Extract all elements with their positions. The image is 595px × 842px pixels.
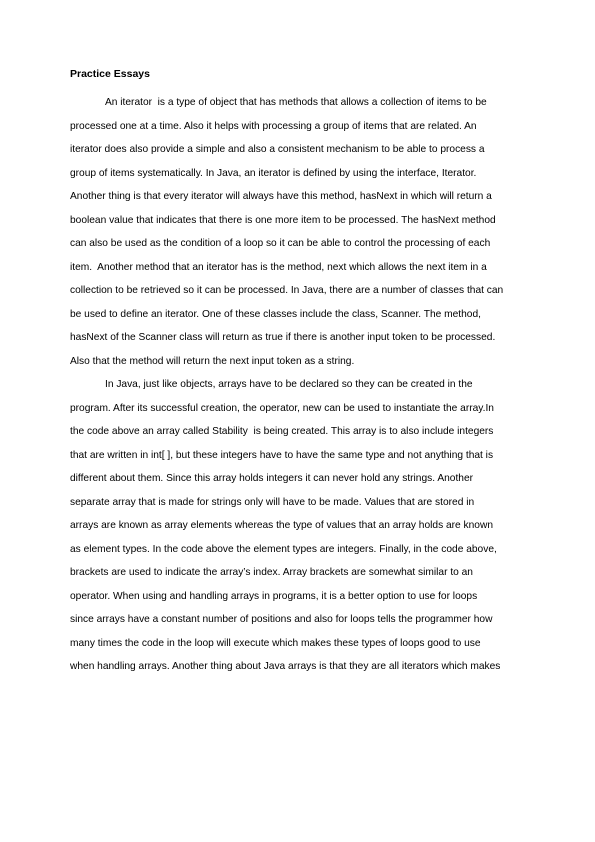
paragraph-2-line: operator. When using and handling arrays in programs, it is a better option to use for loops (70, 590, 478, 602)
paragraph-1-line: collection to be retrieved so it can be processed. In Java, there are a number of classes that can (70, 285, 504, 296)
paragraph-1-line: item. Another method that an iterator has is the method, next which allows the next item in a (70, 261, 487, 273)
paragraph-2-line: program. After its successful creation, the operator, new can be used to instantiate the array.In (70, 402, 494, 414)
document-title: Practice Essays (70, 68, 150, 80)
paragraph-2-line: many times the code in the loop will execute which makes these types of loops good to use (70, 637, 481, 649)
paragraph-2-line: the code above an array called Stability is being created. This array is to also include integers (70, 426, 494, 437)
paragraph-2-line: brackets are used to indicate the array’s index. Array brackets are somewhat similar to an (70, 567, 473, 578)
paragraph-2-line: since arrays have a constant number of positions and also for loops tells the programmer how (70, 614, 493, 625)
paragraph-1-line: group of items systematically. In Java, an iterator is defined by using the interface, Iterator. (70, 167, 477, 179)
paragraph-1-line: can also be used as the condition of a loop so it can be able to control the processing of each (70, 238, 491, 249)
paragraph-2-line: In Java, just like objects, arrays have to be declared so they can be created in the (105, 379, 473, 390)
paragraph-1-line: An iterator is a type of object that has methods that allows a collection of items to be (105, 97, 487, 108)
paragraph-2-line: as element types. In the code above the element types are integers. Finally, in the code above, (70, 543, 497, 555)
paragraph-1-line: iterator does also provide a simple and also a consistent mechanism to be able to process a (70, 144, 485, 155)
paragraph-2-line: arrays are known as array elements whereas the type of values that an array holds are known (70, 520, 494, 531)
paragraph-1-line: processed one at a time. Also it helps with processing a group of items that are related. An (70, 120, 477, 132)
paragraph-1-line: hasNext of the Scanner class will return as true if there is another input token to be processed. (70, 332, 496, 343)
paragraph-1-line: boolean value that indicates that there is one more item to be processed. The hasNext method (70, 214, 496, 226)
paragraph-2-line: different about them. Since this array holds integers it can never hold any strings. Another (70, 473, 474, 484)
paragraph-1-line: Also that the method will return the next input token as a string. (70, 355, 355, 367)
paragraph-1-line: be used to define an iterator. One of these classes include the class, Scanner. The method, (70, 308, 481, 320)
paragraph-2-line: when handling arrays. Another thing about Java arrays is that they are all iterators which makes (70, 661, 501, 672)
paragraph-2-line: separate array that is made for strings only will have to be made. Values that are stored in (70, 496, 475, 508)
paragraph-1-line: Another thing is that every iterator will always have this method, hasNext in which will return a (70, 191, 492, 202)
paragraph-2-line: that are written in int[ ], but these integers have to have the same type and not anything that is (70, 449, 494, 461)
